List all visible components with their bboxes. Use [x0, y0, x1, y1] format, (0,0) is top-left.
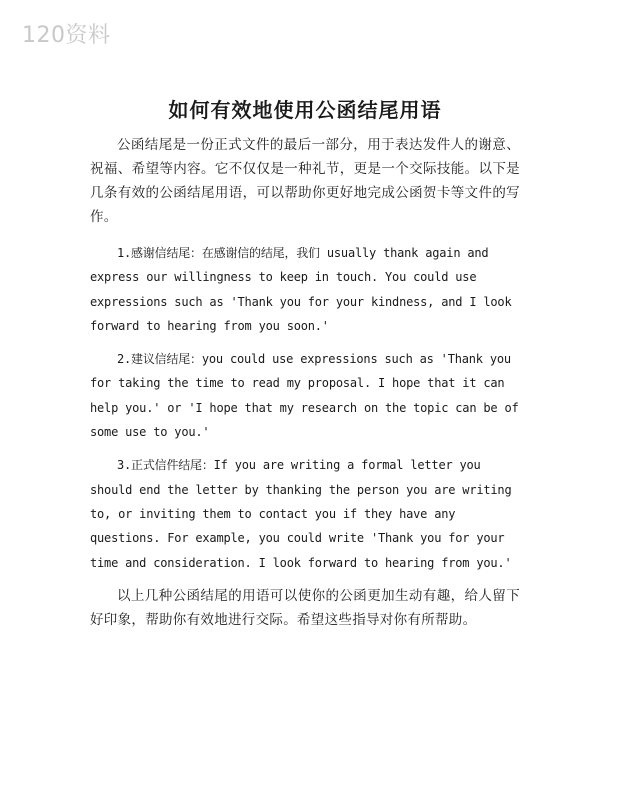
closing-paragraph: 以上几种公函结尾的用语可以使你的公函更加生动有趣，给人留下好印象，帮助你有效地进行交际。希望这些指导对你有所帮助。: [90, 587, 520, 628]
document-body: [90, 95, 520, 632]
list-item-suggestion-letter: 2.建议信结尾：you could use expressions such as 'Thank you for taking the time to read my proposal. I hope that it can help you.' or 'I hope that my research on the topic can be of some use to you.': [90, 352, 519, 440]
list-item-thanks-letter: 1.感谢信结尾：在感谢信的结尾，我们 usually thank again and express our willingness to keep in touch. You could use expressions such as 'Thank you for your kindness, and I look forward to hearing from you soon.': [90, 246, 512, 333]
intro-paragraph: 公函结尾是一份正式文件的最后一部分，用于表达发件人的谢意、祝福、希望等内容。它不仅仅是一种礼节，更是一个交际技能。以下是几条有效的公函结尾用语，可以帮助你更好地完成公函贺卡等文件的写作。: [90, 137, 520, 225]
watermark-logo: 120资料: [22, 23, 111, 48]
list-item-formal-letter: 3.正式信件结尾：If you are writing a formal letter you should end the letter by thanking the person you are writing to, or inviting them to contact you if they have any questions. For example, you could write 'Thank you for your time and consideration. I look forward to hearing from you.': [90, 458, 512, 570]
document-title: 如何有效地使用公函结尾用语: [168, 98, 442, 122]
